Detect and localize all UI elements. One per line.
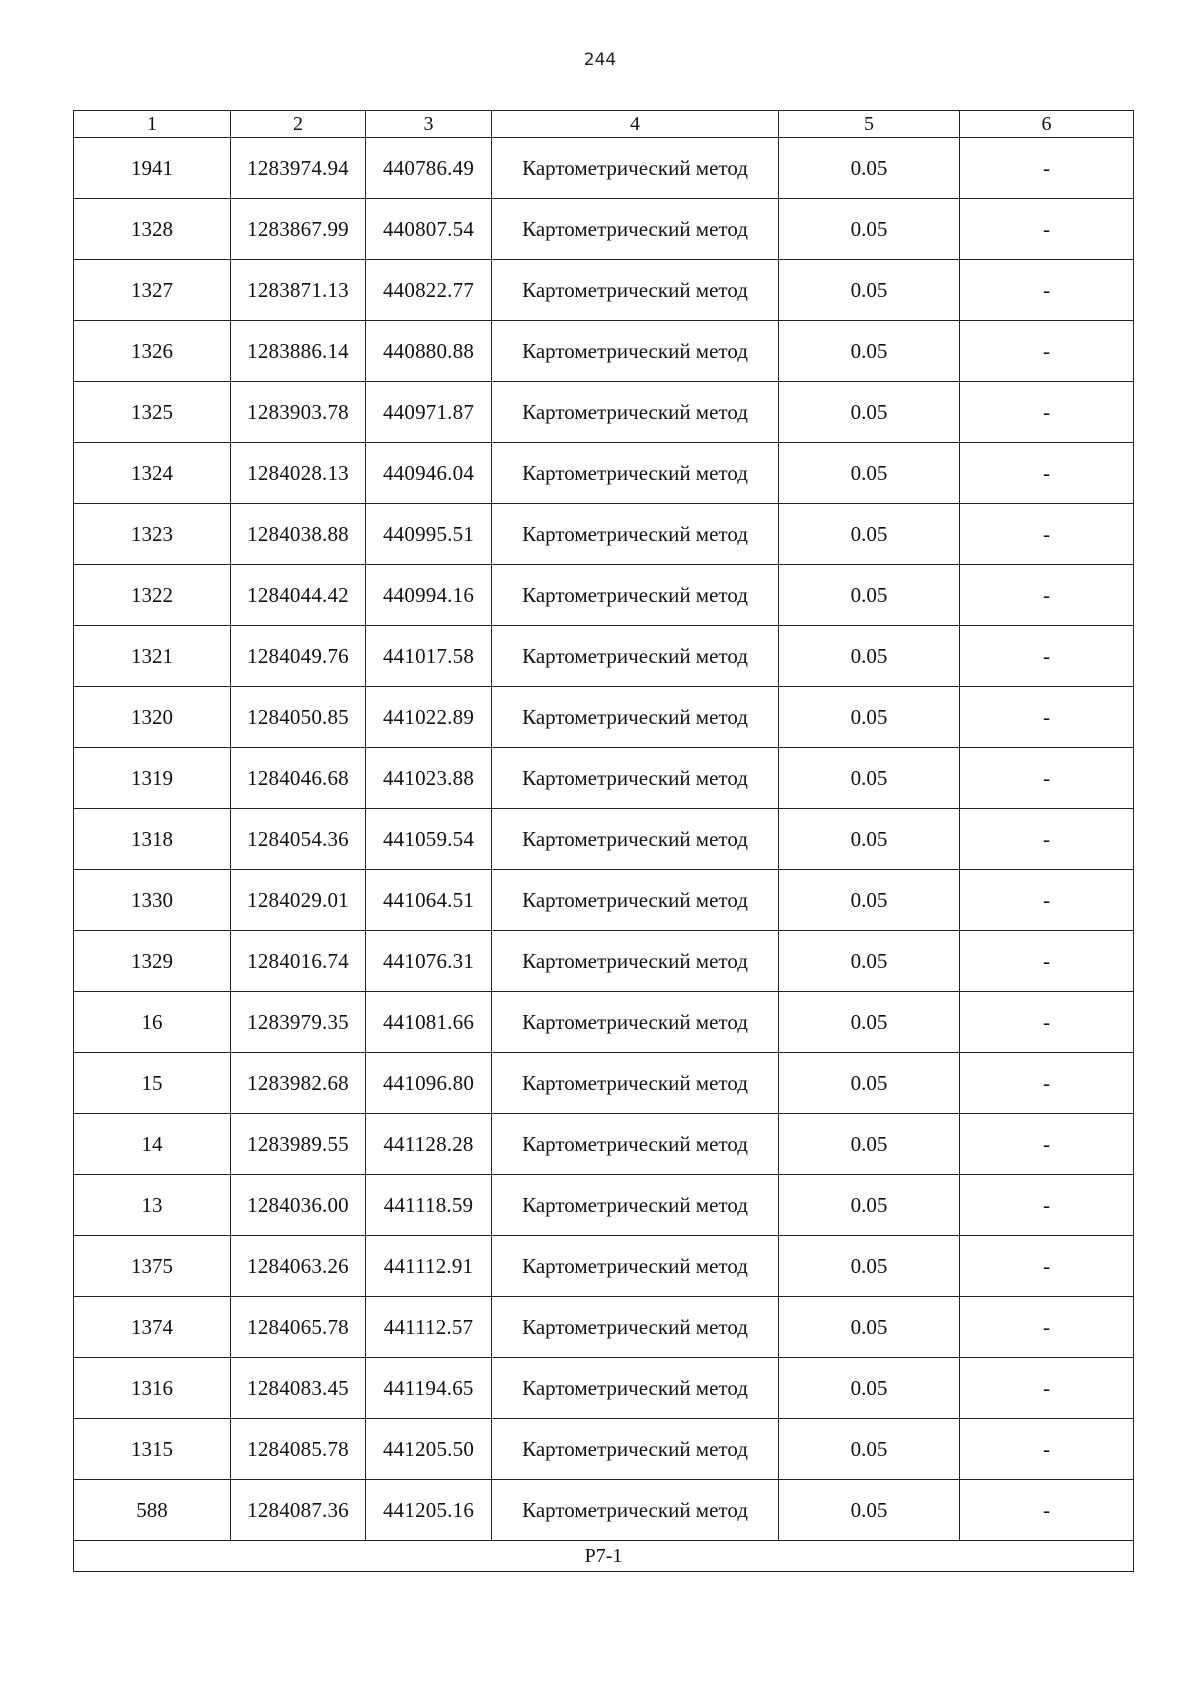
page-number: 244 <box>583 50 617 70</box>
note-cell: - <box>960 1358 1134 1419</box>
method-cell: Картометрический метод <box>492 443 779 504</box>
note-cell: - <box>960 504 1134 565</box>
table-row <box>74 138 1134 199</box>
y-coordinate-cell: 441118.59 <box>366 1175 492 1236</box>
method-cell: Картометрический метод <box>492 1053 779 1114</box>
x-coordinate-cell: 1284028.13 <box>231 443 366 504</box>
note-cell: - <box>960 1175 1134 1236</box>
point-number-cell: 1375 <box>74 1236 231 1297</box>
note-cell: - <box>960 443 1134 504</box>
y-coordinate-cell: 441064.51 <box>366 870 492 931</box>
point-number-cell: 1316 <box>74 1358 231 1419</box>
table-row <box>74 748 1134 809</box>
x-coordinate-cell: 1284038.88 <box>231 504 366 565</box>
method-cell: Картометрический метод <box>492 382 779 443</box>
y-coordinate-cell: 441081.66 <box>366 992 492 1053</box>
note-cell: - <box>960 809 1134 870</box>
coordinates-table <box>73 110 1134 1572</box>
note-cell: - <box>960 199 1134 260</box>
method-cell: Картометрический метод <box>492 1175 779 1236</box>
note-cell: - <box>960 138 1134 199</box>
note-cell: - <box>960 1297 1134 1358</box>
y-coordinate-cell: 441205.16 <box>366 1480 492 1541</box>
accuracy-cell: 0.05 <box>779 260 960 321</box>
point-number-cell: 1328 <box>74 199 231 260</box>
note-cell: - <box>960 1480 1134 1541</box>
note-cell: - <box>960 382 1134 443</box>
x-coordinate-cell: 1284050.85 <box>231 687 366 748</box>
x-coordinate-cell: 1284016.74 <box>231 931 366 992</box>
note-cell: - <box>960 931 1134 992</box>
x-coordinate-cell: 1284046.68 <box>231 748 366 809</box>
method-cell: Картометрический метод <box>492 565 779 626</box>
method-cell: Картометрический метод <box>492 1114 779 1175</box>
table-row <box>74 260 1134 321</box>
accuracy-cell: 0.05 <box>779 931 960 992</box>
column-header: 1 <box>74 111 231 138</box>
accuracy-cell: 0.05 <box>779 321 960 382</box>
table-header <box>74 111 1134 138</box>
method-cell: Картометрический метод <box>492 321 779 382</box>
table-row <box>74 1480 1134 1541</box>
note-cell: - <box>960 748 1134 809</box>
header-row <box>74 111 1134 138</box>
y-coordinate-cell: 441023.88 <box>366 748 492 809</box>
accuracy-cell: 0.05 <box>779 687 960 748</box>
table-body <box>74 138 1134 1541</box>
point-number-cell: 1320 <box>74 687 231 748</box>
accuracy-cell: 0.05 <box>779 565 960 626</box>
point-number-cell: 1330 <box>74 870 231 931</box>
method-cell: Картометрический метод <box>492 260 779 321</box>
method-cell: Картометрический метод <box>492 687 779 748</box>
y-coordinate-cell: 441112.57 <box>366 1297 492 1358</box>
accuracy-cell: 0.05 <box>779 443 960 504</box>
note-cell: - <box>960 687 1134 748</box>
y-coordinate-cell: 441076.31 <box>366 931 492 992</box>
accuracy-cell: 0.05 <box>779 992 960 1053</box>
table-row <box>74 809 1134 870</box>
table-row <box>74 382 1134 443</box>
accuracy-cell: 0.05 <box>779 809 960 870</box>
method-cell: Картометрический метод <box>492 199 779 260</box>
y-coordinate-cell: 440994.16 <box>366 565 492 626</box>
table-row <box>74 931 1134 992</box>
point-number-cell: 1941 <box>74 138 231 199</box>
table-row <box>74 687 1134 748</box>
table-row <box>74 870 1134 931</box>
column-header: 4 <box>492 111 779 138</box>
note-cell: - <box>960 1114 1134 1175</box>
point-number-cell: 1318 <box>74 809 231 870</box>
x-coordinate-cell: 1283979.35 <box>231 992 366 1053</box>
point-number-cell: 1321 <box>74 626 231 687</box>
table-row <box>74 504 1134 565</box>
method-cell: Картометрический метод <box>492 1297 779 1358</box>
x-coordinate-cell: 1283867.99 <box>231 199 366 260</box>
x-coordinate-cell: 1283982.68 <box>231 1053 366 1114</box>
method-cell: Картометрический метод <box>492 1358 779 1419</box>
accuracy-cell: 0.05 <box>779 1236 960 1297</box>
table-row <box>74 1175 1134 1236</box>
accuracy-cell: 0.05 <box>779 1114 960 1175</box>
accuracy-cell: 0.05 <box>779 1175 960 1236</box>
point-number-cell: 1323 <box>74 504 231 565</box>
y-coordinate-cell: 440786.49 <box>366 138 492 199</box>
column-header: 6 <box>960 111 1134 138</box>
point-number-cell: 1325 <box>74 382 231 443</box>
y-coordinate-cell: 440971.87 <box>366 382 492 443</box>
column-header: 5 <box>779 111 960 138</box>
y-coordinate-cell: 440880.88 <box>366 321 492 382</box>
accuracy-cell: 0.05 <box>779 504 960 565</box>
point-number-cell: 1315 <box>74 1419 231 1480</box>
accuracy-cell: 0.05 <box>779 1419 960 1480</box>
x-coordinate-cell: 1284049.76 <box>231 626 366 687</box>
point-number-cell: 1324 <box>74 443 231 504</box>
accuracy-cell: 0.05 <box>779 1480 960 1541</box>
table-row <box>74 992 1134 1053</box>
point-number-cell: 1327 <box>74 260 231 321</box>
y-coordinate-cell: 441022.89 <box>366 687 492 748</box>
y-coordinate-cell: 441017.58 <box>366 626 492 687</box>
table-row <box>74 1419 1134 1480</box>
point-number-cell: 14 <box>74 1114 231 1175</box>
accuracy-cell: 0.05 <box>779 382 960 443</box>
point-number-cell: 13 <box>74 1175 231 1236</box>
x-coordinate-cell: 1284044.42 <box>231 565 366 626</box>
point-number-cell: 1319 <box>74 748 231 809</box>
table-row <box>74 626 1134 687</box>
y-coordinate-cell: 441205.50 <box>366 1419 492 1480</box>
y-coordinate-cell: 441194.65 <box>366 1358 492 1419</box>
method-cell: Картометрический метод <box>492 809 779 870</box>
x-coordinate-cell: 1284065.78 <box>231 1297 366 1358</box>
x-coordinate-cell: 1284036.00 <box>231 1175 366 1236</box>
point-number-cell: 16 <box>74 992 231 1053</box>
accuracy-cell: 0.05 <box>779 1053 960 1114</box>
method-cell: Картометрический метод <box>492 931 779 992</box>
table-row <box>74 1053 1134 1114</box>
table-footer <box>74 1541 1134 1572</box>
table-row <box>74 443 1134 504</box>
point-number-cell: 1322 <box>74 565 231 626</box>
note-cell: - <box>960 321 1134 382</box>
accuracy-cell: 0.05 <box>779 748 960 809</box>
accuracy-cell: 0.05 <box>779 1297 960 1358</box>
footer-row <box>74 1541 1134 1572</box>
column-header: 3 <box>366 111 492 138</box>
x-coordinate-cell: 1283989.55 <box>231 1114 366 1175</box>
accuracy-cell: 0.05 <box>779 626 960 687</box>
x-coordinate-cell: 1284083.45 <box>231 1358 366 1419</box>
y-coordinate-cell: 440822.77 <box>366 260 492 321</box>
table-row <box>74 1114 1134 1175</box>
method-cell: Картометрический метод <box>492 870 779 931</box>
x-coordinate-cell: 1283974.94 <box>231 138 366 199</box>
x-coordinate-cell: 1284087.36 <box>231 1480 366 1541</box>
point-number-cell: 588 <box>74 1480 231 1541</box>
method-cell: Картометрический метод <box>492 1236 779 1297</box>
x-coordinate-cell: 1283871.13 <box>231 260 366 321</box>
table-row <box>74 321 1134 382</box>
point-number-cell: 1374 <box>74 1297 231 1358</box>
x-coordinate-cell: 1284063.26 <box>231 1236 366 1297</box>
method-cell: Картометрический метод <box>492 748 779 809</box>
method-cell: Картометрический метод <box>492 138 779 199</box>
point-number-cell: 1326 <box>74 321 231 382</box>
x-coordinate-cell: 1283903.78 <box>231 382 366 443</box>
note-cell: - <box>960 1053 1134 1114</box>
point-number-cell: 15 <box>74 1053 231 1114</box>
x-coordinate-cell: 1284085.78 <box>231 1419 366 1480</box>
note-cell: - <box>960 870 1134 931</box>
method-cell: Картометрический метод <box>492 1480 779 1541</box>
column-header: 2 <box>231 111 366 138</box>
note-cell: - <box>960 565 1134 626</box>
method-cell: Картометрический метод <box>492 504 779 565</box>
note-cell: - <box>960 1236 1134 1297</box>
y-coordinate-cell: 440807.54 <box>366 199 492 260</box>
method-cell: Картометрический метод <box>492 992 779 1053</box>
note-cell: - <box>960 626 1134 687</box>
method-cell: Картометрический метод <box>492 1419 779 1480</box>
point-number-cell: 1329 <box>74 931 231 992</box>
table-row <box>74 1358 1134 1419</box>
x-coordinate-cell: 1284029.01 <box>231 870 366 931</box>
y-coordinate-cell: 441096.80 <box>366 1053 492 1114</box>
note-cell: - <box>960 260 1134 321</box>
method-cell: Картометрический метод <box>492 626 779 687</box>
x-coordinate-cell: 1284054.36 <box>231 809 366 870</box>
y-coordinate-cell: 441112.91 <box>366 1236 492 1297</box>
y-coordinate-cell: 440946.04 <box>366 443 492 504</box>
y-coordinate-cell: 441059.54 <box>366 809 492 870</box>
note-cell: - <box>960 1419 1134 1480</box>
accuracy-cell: 0.05 <box>779 870 960 931</box>
accuracy-cell: 0.05 <box>779 138 960 199</box>
table-row <box>74 565 1134 626</box>
y-coordinate-cell: 441128.28 <box>366 1114 492 1175</box>
y-coordinate-cell: 440995.51 <box>366 504 492 565</box>
accuracy-cell: 0.05 <box>779 1358 960 1419</box>
document-code: Р7-1 <box>74 1541 1134 1572</box>
note-cell: - <box>960 992 1134 1053</box>
x-coordinate-cell: 1283886.14 <box>231 321 366 382</box>
accuracy-cell: 0.05 <box>779 199 960 260</box>
table-row <box>74 199 1134 260</box>
table-row <box>74 1297 1134 1358</box>
table-row <box>74 1236 1134 1297</box>
